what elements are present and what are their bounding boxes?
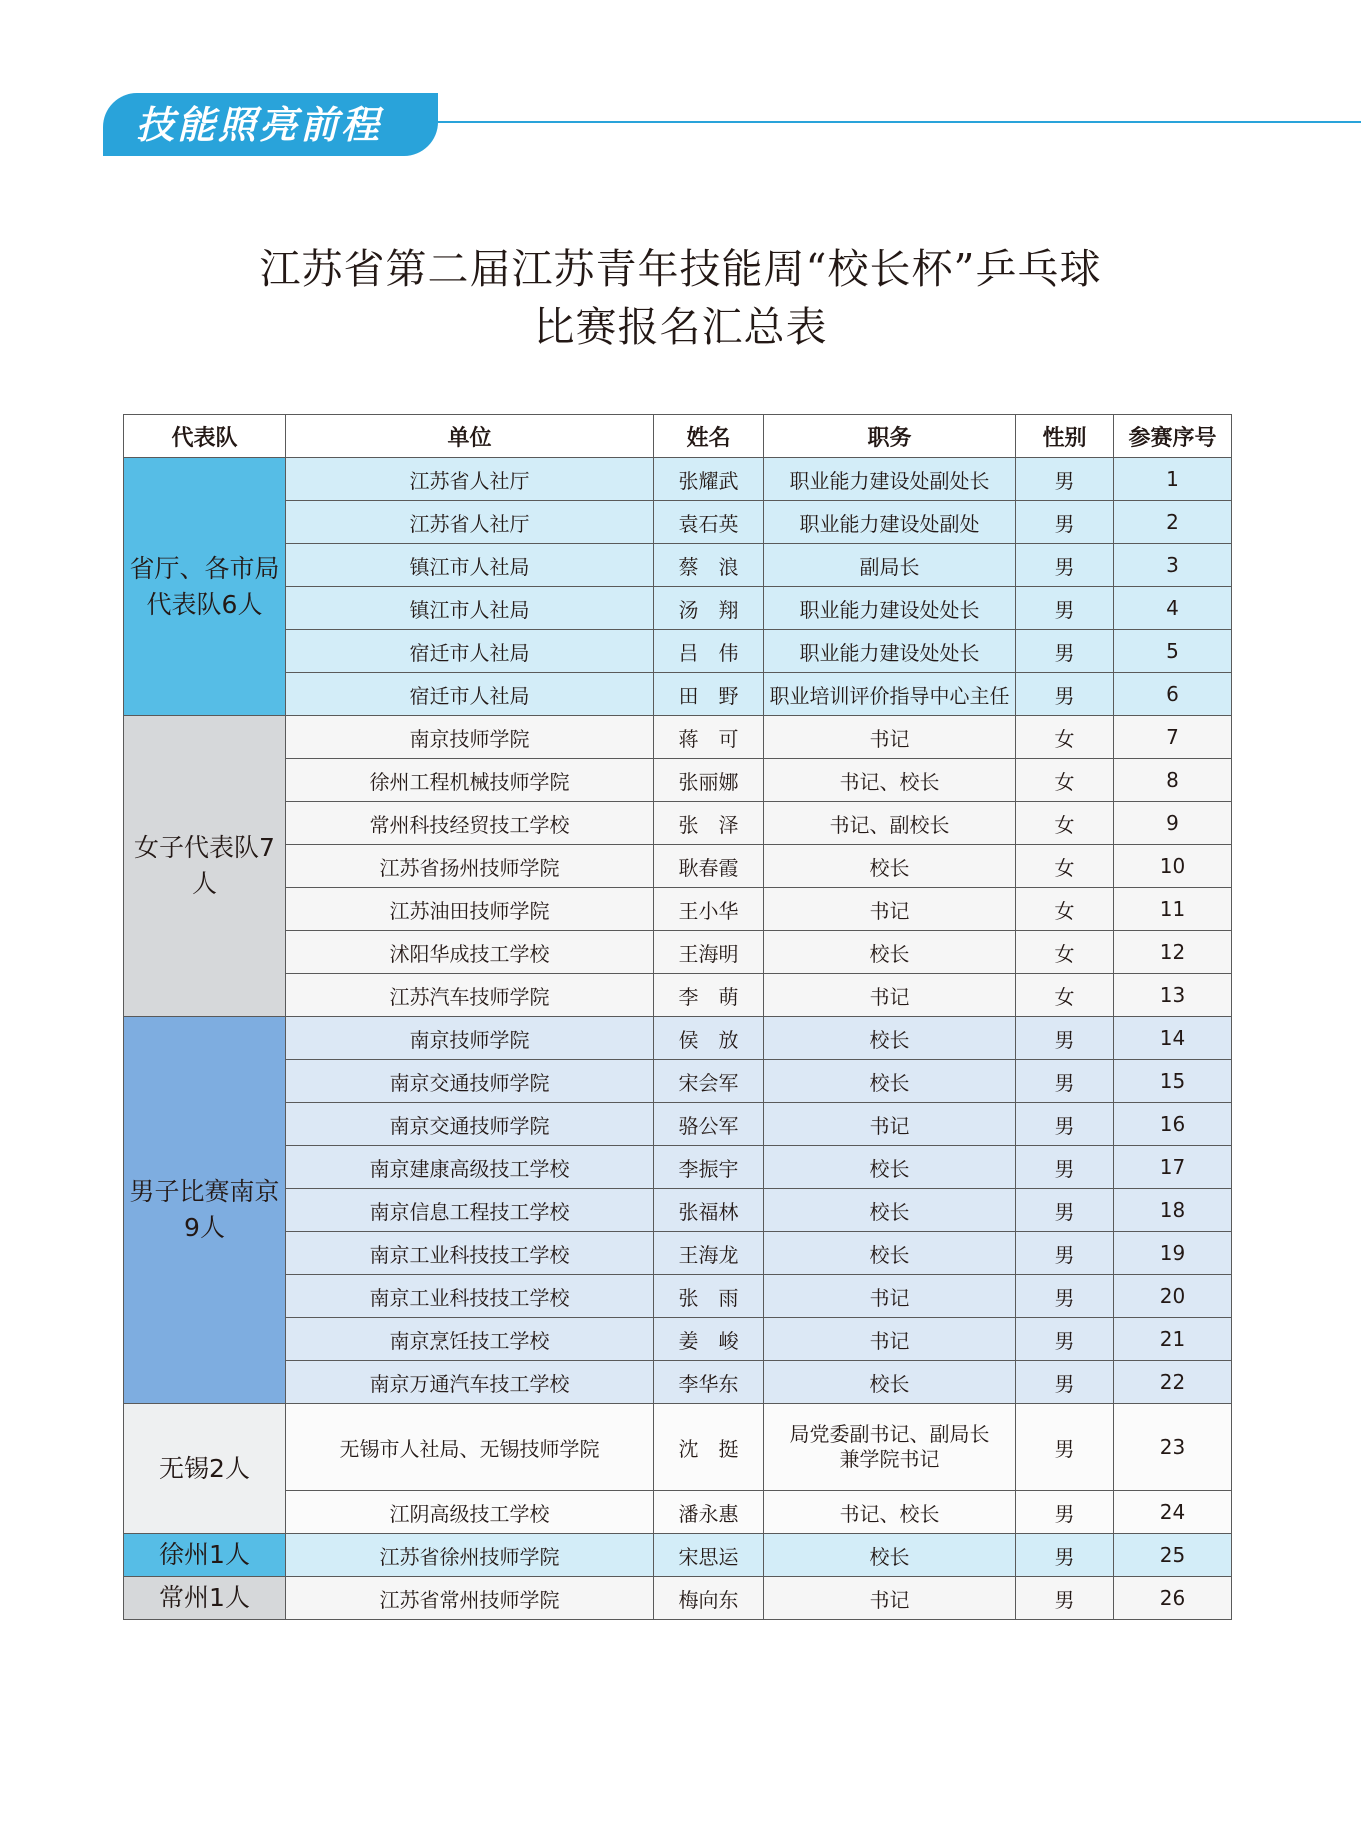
- unit-cell: 徐州工程机械技师学院: [286, 759, 654, 802]
- table-row: [124, 974, 1232, 1017]
- gender-cell: 男: [1016, 673, 1114, 716]
- duty-cell: 校长: [764, 1232, 1016, 1275]
- page-title-line-1: 江苏省第二届江苏青年技能周“校长杯”乒乓球: [259, 245, 1102, 293]
- name-cell: 王小华: [654, 888, 764, 931]
- unit-cell: 常州科技经贸技工学校: [286, 802, 654, 845]
- team-cell: [124, 1017, 286, 1404]
- duty-line-1: 局党委副书记、副局长: [789, 1422, 990, 1446]
- table-row: [124, 845, 1232, 888]
- number-cell: 13: [1114, 974, 1232, 1017]
- table-row: [124, 802, 1232, 845]
- gender-cell: 男: [1016, 587, 1114, 630]
- table-row: [124, 1146, 1232, 1189]
- unit-cell: 沭阳华成技工学校: [286, 931, 654, 974]
- page-title-line-2: 比赛报名汇总表: [533, 303, 828, 351]
- gender-cell: 男: [1016, 1232, 1114, 1275]
- name-cell: 宋会军: [654, 1060, 764, 1103]
- number-cell: 17: [1114, 1146, 1232, 1189]
- number-cell: 22: [1114, 1361, 1232, 1404]
- duty-cell: 校长: [764, 931, 1016, 974]
- duty-cell: [764, 1404, 1016, 1491]
- name-cell: 王海明: [654, 931, 764, 974]
- registration-table: [123, 414, 1232, 1620]
- unit-cell: 南京万通汽车技工学校: [286, 1361, 654, 1404]
- name-cell: 宋思运: [654, 1534, 764, 1577]
- number-cell: 15: [1114, 1060, 1232, 1103]
- gender-cell: 男: [1016, 501, 1114, 544]
- number-cell: 1: [1114, 458, 1232, 501]
- team-cell: [124, 716, 286, 1017]
- gender-cell: 女: [1016, 716, 1114, 759]
- gender-cell: 男: [1016, 1060, 1114, 1103]
- duty-cell: 书记: [764, 1318, 1016, 1361]
- gender-cell: 男: [1016, 1361, 1114, 1404]
- table-row: [124, 1534, 1232, 1577]
- column-header-number: 参赛序号: [1114, 415, 1232, 458]
- number-cell: 10: [1114, 845, 1232, 888]
- number-cell: 7: [1114, 716, 1232, 759]
- duty-cell: 副局长: [764, 544, 1016, 587]
- table-row: [124, 1060, 1232, 1103]
- table-row: [124, 931, 1232, 974]
- duty-cell: 书记、校长: [764, 1491, 1016, 1534]
- name-cell: 王海龙: [654, 1232, 764, 1275]
- table-row: [124, 1318, 1232, 1361]
- name-cell: 田 野: [654, 673, 764, 716]
- gender-cell: 男: [1016, 630, 1114, 673]
- gender-cell: 女: [1016, 845, 1114, 888]
- table-row: [124, 716, 1232, 759]
- number-cell: 21: [1114, 1318, 1232, 1361]
- duty-cell: 书记、副校长: [764, 802, 1016, 845]
- gender-cell: 男: [1016, 1534, 1114, 1577]
- gender-cell: 男: [1016, 1275, 1114, 1318]
- gender-cell: 男: [1016, 1017, 1114, 1060]
- unit-cell: 南京交通技师学院: [286, 1103, 654, 1146]
- gender-cell: 男: [1016, 1189, 1114, 1232]
- duty-cell: 校长: [764, 1534, 1016, 1577]
- team-label: 无锡2人: [159, 1453, 250, 1483]
- column-header-duty: 职务: [764, 415, 1016, 458]
- banner-rule: [438, 121, 1361, 123]
- team-label: 男子比赛南京9人: [129, 1177, 280, 1242]
- column-header-team: 代表队: [124, 415, 286, 458]
- number-cell: 16: [1114, 1103, 1232, 1146]
- name-cell: 张福林: [654, 1189, 764, 1232]
- gender-cell: 男: [1016, 458, 1114, 501]
- duty-cell: 职业能力建设处副处长: [764, 458, 1016, 501]
- unit-cell: 无锡市人社局、无锡技师学院: [286, 1404, 654, 1491]
- table-row: [124, 1232, 1232, 1275]
- name-cell: 张 泽: [654, 802, 764, 845]
- table-row: [124, 630, 1232, 673]
- gender-cell: 男: [1016, 1577, 1114, 1620]
- section-banner-text: 技能照亮前程: [136, 102, 383, 147]
- name-cell: 袁石英: [654, 501, 764, 544]
- table-row: [124, 544, 1232, 587]
- duty-cell: 职业能力建设处处长: [764, 630, 1016, 673]
- gender-cell: 女: [1016, 759, 1114, 802]
- column-header-gender: 性别: [1016, 415, 1114, 458]
- team-label: 徐州1人: [159, 1540, 250, 1569]
- duty-cell: 书记: [764, 1103, 1016, 1146]
- duty-cell: 校长: [764, 1060, 1016, 1103]
- number-cell: 26: [1114, 1577, 1232, 1620]
- team-cell: [124, 458, 286, 716]
- name-cell: 耿春霞: [654, 845, 764, 888]
- gender-cell: 男: [1016, 1491, 1114, 1534]
- table-row: [124, 1103, 1232, 1146]
- table-header-row: [124, 415, 1232, 458]
- duty-cell: 书记: [764, 1577, 1016, 1620]
- table-row: [124, 501, 1232, 544]
- unit-cell: 江苏油田技师学院: [286, 888, 654, 931]
- table-row: [124, 888, 1232, 931]
- gender-cell: 女: [1016, 802, 1114, 845]
- unit-cell: 宿迁市人社局: [286, 630, 654, 673]
- gender-cell: 女: [1016, 888, 1114, 931]
- table-row: [124, 1491, 1232, 1534]
- name-cell: 张耀武: [654, 458, 764, 501]
- team-label: 常州1人: [159, 1583, 250, 1612]
- name-cell: 蔡 浪: [654, 544, 764, 587]
- name-cell: 汤 翔: [654, 587, 764, 630]
- gender-cell: 男: [1016, 1103, 1114, 1146]
- name-cell: 张丽娜: [654, 759, 764, 802]
- name-cell: 蒋 可: [654, 716, 764, 759]
- unit-cell: 江阴高级技工学校: [286, 1491, 654, 1534]
- name-cell: 吕 伟: [654, 630, 764, 673]
- unit-cell: 南京交通技师学院: [286, 1060, 654, 1103]
- number-cell: 25: [1114, 1534, 1232, 1577]
- duty-cell: 书记: [764, 716, 1016, 759]
- name-cell: 潘永惠: [654, 1491, 764, 1534]
- table-row: [124, 1404, 1232, 1491]
- column-header-unit: 单位: [286, 415, 654, 458]
- column-header-name: 姓名: [654, 415, 764, 458]
- gender-cell: 女: [1016, 931, 1114, 974]
- duty-cell: 职业培训评价指导中心主任: [764, 673, 1016, 716]
- unit-cell: 镇江市人社局: [286, 587, 654, 630]
- team-cell: [124, 1534, 286, 1577]
- name-cell: 李振宇: [654, 1146, 764, 1189]
- name-cell: 李 萌: [654, 974, 764, 1017]
- duty-cell: 职业能力建设处处长: [764, 587, 1016, 630]
- unit-cell: 南京工业科技技工学校: [286, 1275, 654, 1318]
- team-cell: [124, 1577, 286, 1620]
- name-cell: 姜 峻: [654, 1318, 764, 1361]
- table-row: [124, 673, 1232, 716]
- duty-cell: 书记、校长: [764, 759, 1016, 802]
- unit-cell: 江苏省常州技师学院: [286, 1577, 654, 1620]
- gender-cell: 男: [1016, 1318, 1114, 1361]
- gender-cell: 女: [1016, 974, 1114, 1017]
- duty-line-2: 兼学院书记: [839, 1447, 940, 1471]
- table-row: [124, 458, 1232, 501]
- number-cell: 9: [1114, 802, 1232, 845]
- name-cell: 李华东: [654, 1361, 764, 1404]
- duty-cell: 校长: [764, 1361, 1016, 1404]
- duty-cell: 校长: [764, 1189, 1016, 1232]
- unit-cell: 江苏省扬州技师学院: [286, 845, 654, 888]
- table-row: [124, 1577, 1232, 1620]
- number-cell: 4: [1114, 587, 1232, 630]
- team-label: 省厅、各市局代表队6人: [129, 553, 280, 619]
- number-cell: 6: [1114, 673, 1232, 716]
- table-row: [124, 587, 1232, 630]
- table-row: [124, 1361, 1232, 1404]
- number-cell: 24: [1114, 1491, 1232, 1534]
- unit-cell: 镇江市人社局: [286, 544, 654, 587]
- table-row: [124, 1275, 1232, 1318]
- name-cell: 骆公军: [654, 1103, 764, 1146]
- duty-cell: 校长: [764, 1017, 1016, 1060]
- number-cell: 23: [1114, 1404, 1232, 1491]
- number-cell: 8: [1114, 759, 1232, 802]
- duty-cell: 书记: [764, 888, 1016, 931]
- name-cell: 梅向东: [654, 1577, 764, 1620]
- unit-cell: 江苏省人社厅: [286, 501, 654, 544]
- gender-cell: 男: [1016, 1146, 1114, 1189]
- unit-cell: 江苏省人社厅: [286, 458, 654, 501]
- unit-cell: 南京技师学院: [286, 716, 654, 759]
- name-cell: 张 雨: [654, 1275, 764, 1318]
- unit-cell: 南京技师学院: [286, 1017, 654, 1060]
- unit-cell: 南京信息工程技工学校: [286, 1189, 654, 1232]
- table-row: [124, 1017, 1232, 1060]
- unit-cell: 宿迁市人社局: [286, 673, 654, 716]
- number-cell: 20: [1114, 1275, 1232, 1318]
- unit-cell: 南京建康高级技工学校: [286, 1146, 654, 1189]
- number-cell: 11: [1114, 888, 1232, 931]
- number-cell: 3: [1114, 544, 1232, 587]
- table-body: [124, 458, 1232, 1620]
- gender-cell: 男: [1016, 544, 1114, 587]
- duty-cell: 校长: [764, 845, 1016, 888]
- duty-cell: 校长: [764, 1146, 1016, 1189]
- name-cell: 侯 放: [654, 1017, 764, 1060]
- name-cell: 沈 挺: [654, 1404, 764, 1491]
- unit-cell: 南京烹饪技工学校: [286, 1318, 654, 1361]
- table-row: [124, 759, 1232, 802]
- number-cell: 12: [1114, 931, 1232, 974]
- number-cell: 18: [1114, 1189, 1232, 1232]
- duty-cell: 职业能力建设处副处: [764, 501, 1016, 544]
- duty-cell: 书记: [764, 1275, 1016, 1318]
- unit-cell: 江苏省徐州技师学院: [286, 1534, 654, 1577]
- number-cell: 2: [1114, 501, 1232, 544]
- number-cell: 5: [1114, 630, 1232, 673]
- number-cell: 19: [1114, 1232, 1232, 1275]
- unit-cell: 江苏汽车技师学院: [286, 974, 654, 1017]
- unit-cell: 南京工业科技技工学校: [286, 1232, 654, 1275]
- duty-cell: 书记: [764, 974, 1016, 1017]
- gender-cell: 男: [1016, 1404, 1114, 1491]
- table-row: [124, 1189, 1232, 1232]
- team-cell: [124, 1404, 286, 1534]
- number-cell: 14: [1114, 1017, 1232, 1060]
- team-label: 女子代表队7人: [134, 833, 275, 898]
